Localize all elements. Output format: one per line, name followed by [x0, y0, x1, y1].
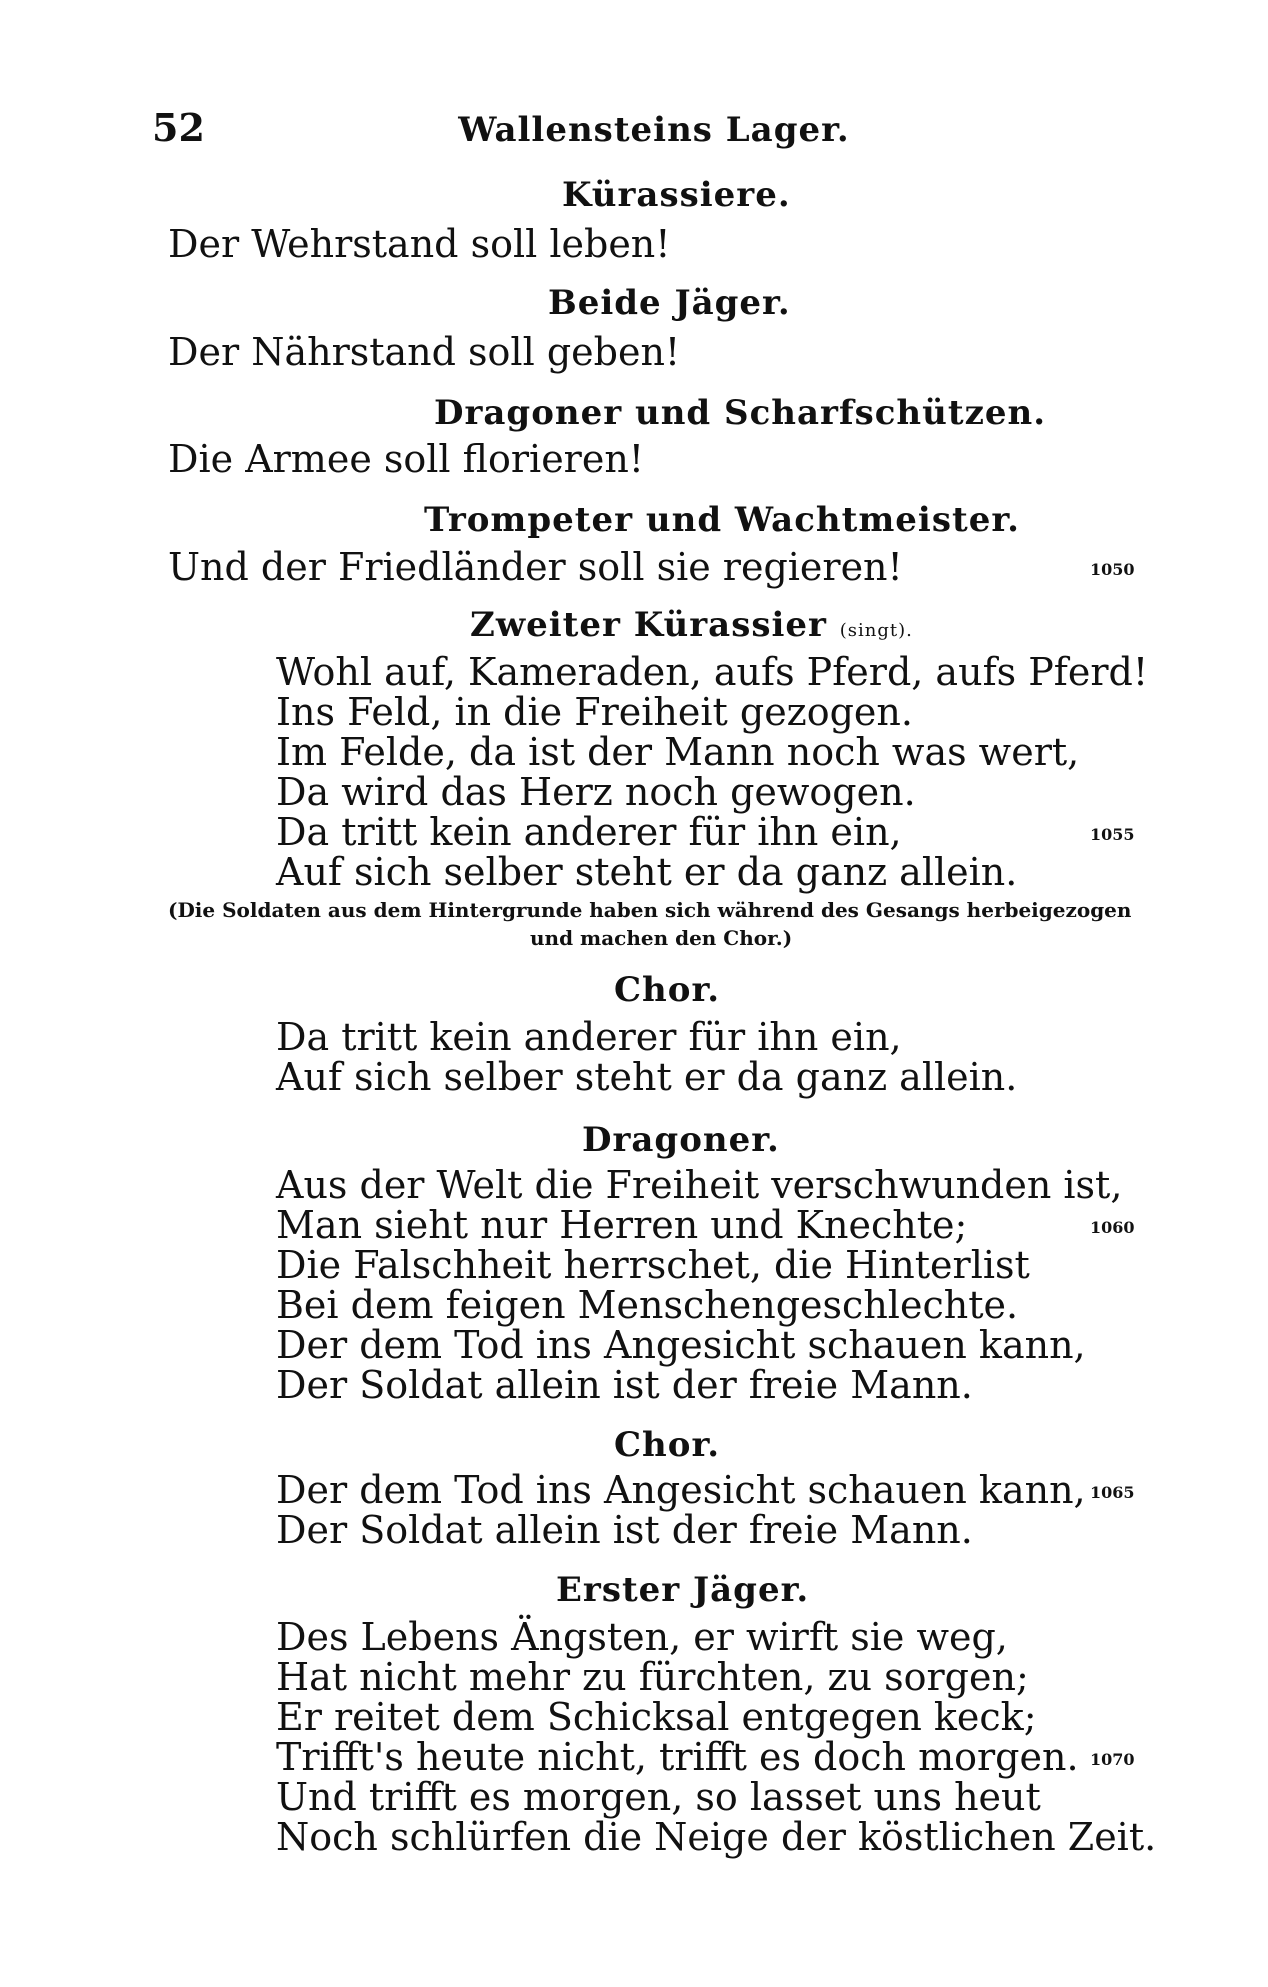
verse-line: Auf sich selber steht er da ganz allein. [276, 850, 1018, 894]
page-number: 52 [152, 105, 205, 150]
verse-line: Aus der Welt die Freiheit verschwunden ist, [276, 1163, 1123, 1207]
verse-line: Der Soldat allein ist der freie Mann. [276, 1363, 973, 1407]
speaker-name: Zweiter Kürassier [470, 605, 827, 645]
speaker-dragoner-scharfschuetzen: Dragoner und Scharfschützen. [434, 393, 1047, 433]
verse-line: Da wird das Herz noch gewogen. [276, 770, 916, 814]
verse-line: Trifft's heute nicht, trifft es doch morgen. [276, 1735, 1079, 1779]
line-number: 1050 [1090, 560, 1135, 579]
verse-line: Auf sich selber steht er da ganz allein. [276, 1055, 1018, 1099]
running-title: Wallensteins Lager. [458, 110, 850, 150]
verse-line: Er reitet dem Schicksal entgegen keck; [276, 1695, 1037, 1739]
verse-line: Da tritt kein anderer für ihn ein, [276, 810, 902, 854]
speaker-zweiter-kuerassier [470, 605, 913, 645]
line-number: 1065 [1090, 1483, 1135, 1502]
verse-line: Des Lebens Ängsten, er wirft sie weg, [276, 1615, 1008, 1659]
verse-line: Der dem Tod ins Angesicht schauen kann, [276, 1468, 1086, 1512]
speaker-kuerassiere: Kürassiere. [562, 175, 791, 215]
line-number: 1070 [1090, 1750, 1135, 1769]
stage-direction: (Die Soldaten aus dem Hintergrunde haben sich während des Gesangs herbeigezogen [168, 898, 1132, 922]
verse-line: Noch schlürfen die Neige der köstlichen Zeit. [276, 1815, 1157, 1859]
speaker-beide-jaeger: Beide Jäger. [548, 283, 791, 323]
speaker-chor: Chor. [614, 970, 721, 1010]
verse-line: Wohl auf, Kameraden, aufs Pferd, aufs Pferd! [276, 650, 1149, 694]
verse-line: Da tritt kein anderer für ihn ein, [276, 1015, 902, 1059]
verse-line: Der Wehrstand soll leben! [168, 222, 671, 266]
verse-line: Bei dem feigen Menschengeschlechte. [276, 1283, 1019, 1327]
stage-direction: und machen den Chor.) [530, 926, 793, 950]
line-number: 1055 [1090, 825, 1135, 844]
verse-line: Die Falschheit herrschet, die Hinterlist [276, 1243, 1030, 1287]
verse-line: Man sieht nur Herren und Knechte; [276, 1203, 968, 1247]
verse-line: Der dem Tod ins Angesicht schauen kann, [276, 1323, 1086, 1367]
line-number: 1060 [1090, 1218, 1135, 1237]
verse-line: Im Felde, da ist der Mann noch was wert, [276, 730, 1080, 774]
speaker-direction: (singt). [839, 620, 913, 641]
speaker-trompeter-wachtmeister: Trompeter und Wachtmeister. [424, 500, 1020, 540]
speaker-chor: Chor. [614, 1425, 721, 1465]
speaker-dragoner: Dragoner. [582, 1120, 780, 1160]
verse-line: Und trifft es morgen, so lasset uns heut [276, 1775, 1041, 1819]
verse-line: Und der Friedländer soll sie regieren! [168, 545, 903, 589]
verse-line: Die Armee soll florieren! [168, 437, 645, 481]
verse-line: Ins Feld, in die Freiheit gezogen. [276, 690, 913, 734]
verse-line: Hat nicht mehr zu fürchten, zu sorgen; [276, 1655, 1029, 1699]
speaker-erster-jaeger: Erster Jäger. [556, 1570, 810, 1610]
verse-line: Der Nährstand soll geben! [168, 330, 681, 374]
verse-line: Der Soldat allein ist der freie Mann. [276, 1508, 973, 1552]
